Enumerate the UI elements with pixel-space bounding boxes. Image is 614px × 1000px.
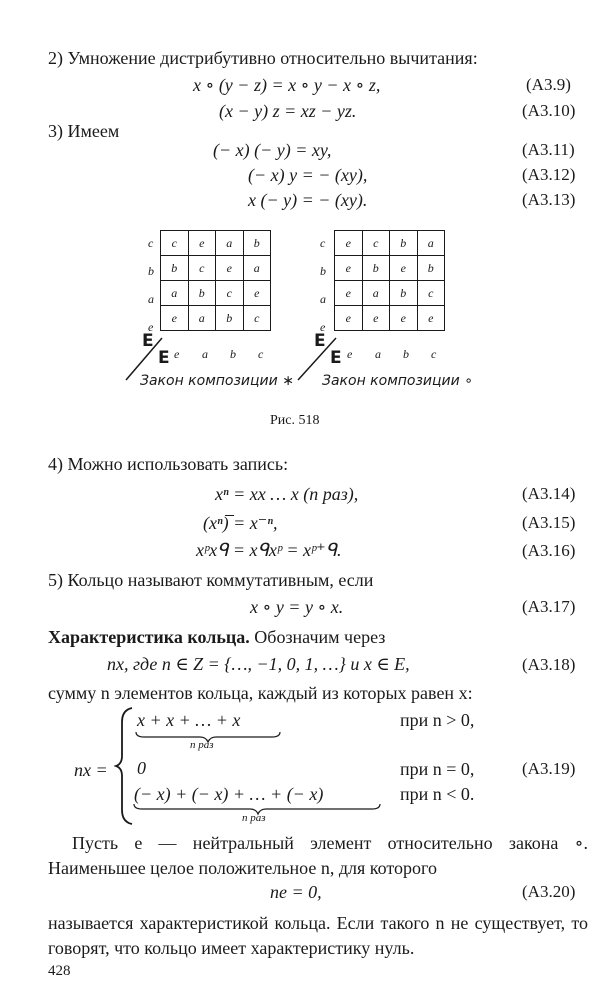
case-2-condition: при n = 0, <box>400 759 475 779</box>
table-cell: a <box>161 281 189 306</box>
figure-caption: Рис. 518 <box>270 413 320 428</box>
table-cell: c <box>362 231 390 256</box>
item5-heading: 5) Кольцо называют коммутативным, если <box>48 570 374 590</box>
section-title: Характеристика кольца. <box>48 627 250 647</box>
table-cell: e <box>417 306 445 331</box>
equation-number-a3-10: (А3.10) <box>522 101 576 120</box>
table-cell: a <box>362 281 390 306</box>
case-3-under-label: n раз <box>242 812 266 824</box>
table-cell: e <box>390 306 418 331</box>
table-cell: e <box>335 306 363 331</box>
table-cell: e <box>362 306 390 331</box>
equation-a3-11: (− x) (− y) = xy, <box>213 140 332 160</box>
equation-number-a3-11: (А3.11) <box>522 140 575 159</box>
paragraph-neutral-element: Пусть e — нейтральный элемент относительно закона ∘. Наименьшее целое положительное n, для которого <box>48 833 588 878</box>
table-cell: b <box>161 256 189 281</box>
sum-text: сумму n элементов кольца, каждый из которых равен x: <box>48 683 473 703</box>
left-col-label: b <box>230 347 236 361</box>
table-cell: b <box>362 256 390 281</box>
table-cell: e <box>335 231 363 256</box>
table-cell: e <box>243 281 271 306</box>
equation-a3-12: (− x) y = − (xy), <box>248 165 368 185</box>
left-table-caption: Закон композиции ∗ <box>140 373 294 389</box>
table-cell: c <box>161 231 189 256</box>
item4-heading: 4) Можно использовать запись: <box>48 454 289 474</box>
item3-heading: 3) Имеем <box>48 121 120 141</box>
right-row-label: c <box>320 236 326 250</box>
table-cell: b <box>390 231 418 256</box>
left-col-label: c <box>258 347 264 361</box>
equation-a3-18: nx, где n ∈ Z = {…, −1, 0, 1, …} и x ∈ E, <box>107 654 410 674</box>
case-3-condition: при n < 0. <box>400 784 475 804</box>
table-cell: e <box>188 231 216 256</box>
table-cell: a <box>216 231 244 256</box>
table-cell: b <box>243 231 271 256</box>
left-col-label: a <box>202 347 208 361</box>
left-col-label: e <box>174 347 180 361</box>
table-cell: e <box>335 256 363 281</box>
right-row-label: e <box>320 320 326 334</box>
right-table-grid <box>334 230 445 331</box>
equation-a3-17: x ∘ y = y ∘ x. <box>250 597 344 617</box>
equation-a3-13: x (− y) = − (xy). <box>248 190 368 210</box>
case-3-expression: (− x) + (− x) + … + (− x) <box>134 784 324 804</box>
table-cell: e <box>390 256 418 281</box>
right-col-label: a <box>375 347 381 361</box>
equation-a3-10: (x − y) z = xz − yz. <box>219 101 357 121</box>
right-row-label: b <box>320 264 326 278</box>
right-col-label: b <box>403 347 409 361</box>
paragraph-characteristic-definition: называется характеристикой кольца. Если такого n не существует, то говорят, что кольцо имеет характеристику нуль. <box>48 913 588 958</box>
equation-a3-16: xᵖxᑫ = xᑫxᵖ = xᵖ⁺ᑫ. <box>196 540 342 560</box>
equation-number-a3-14: (А3.14) <box>522 484 576 503</box>
table-cell: a <box>243 256 271 281</box>
case-1-expression: x + x + … + x <box>137 710 241 730</box>
equation-number-a3-13: (А3.13) <box>522 190 576 209</box>
table-cell: b <box>188 281 216 306</box>
equation-a3-15: (xⁿ)̅ = x⁻ⁿ, <box>203 513 278 533</box>
left-row-label: a <box>148 292 154 306</box>
case-1-condition: при n > 0, <box>400 710 475 730</box>
left-row-label: b <box>148 264 154 278</box>
table-cell: b <box>390 281 418 306</box>
table-cell: b <box>216 306 244 331</box>
left-row-label: e <box>148 320 154 334</box>
table-cell: c <box>216 281 244 306</box>
table-cell: e <box>161 306 189 331</box>
equation-a3-9: x ∘ (y − z) = x ∘ y − x ∘ z, <box>193 75 381 95</box>
table-cell: e <box>335 281 363 306</box>
characteristic-intro-line <box>48 627 385 648</box>
case-2-expression: 0 <box>137 758 146 778</box>
equation-number-a3-16: (А3.16) <box>522 541 576 560</box>
equation-number-a3-12: (А3.12) <box>522 165 576 184</box>
case-1-under-label: n раз <box>190 739 214 751</box>
table-cell: c <box>188 256 216 281</box>
right-set-label-e: E <box>314 331 326 351</box>
equation-a3-20: ne = 0, <box>270 882 322 902</box>
table-cell: c <box>417 281 445 306</box>
right-table-caption: Закон композиции ∘ <box>322 373 473 389</box>
equation-number-a3-20: (А3.20) <box>522 882 576 901</box>
table-cell: a <box>417 231 445 256</box>
section-intro: Обозначим через <box>254 627 386 647</box>
right-row-label: a <box>320 292 326 306</box>
left-row-label: c <box>148 236 154 250</box>
table-cell: c <box>243 306 271 331</box>
equation-number-a3-17: (А3.17) <box>522 597 576 616</box>
left-set-label-e2: E <box>158 348 170 368</box>
item2-heading: 2) Умножение дистрибутивно относительно вычитания: <box>48 48 478 68</box>
equation-number-a3-18: (А3.18) <box>522 655 576 674</box>
equation-number-a3-9: (А3.9) <box>526 75 571 94</box>
equation-number-a3-19: (А3.19) <box>522 759 576 778</box>
page-number: 428 <box>48 963 71 979</box>
left-table-grid <box>160 230 271 331</box>
right-col-label: e <box>347 347 353 361</box>
equation-a3-14: xⁿ = xx … x (n раз), <box>215 484 359 504</box>
table-cell: a <box>188 306 216 331</box>
table-cell: b <box>417 256 445 281</box>
equation-a3-19-lhs: nx = <box>74 760 108 780</box>
right-col-label: c <box>431 347 437 361</box>
right-set-label-e2: E <box>330 348 342 368</box>
equation-number-a3-15: (А3.15) <box>522 513 576 532</box>
left-set-label-e: E <box>142 331 154 351</box>
table-cell: e <box>216 256 244 281</box>
